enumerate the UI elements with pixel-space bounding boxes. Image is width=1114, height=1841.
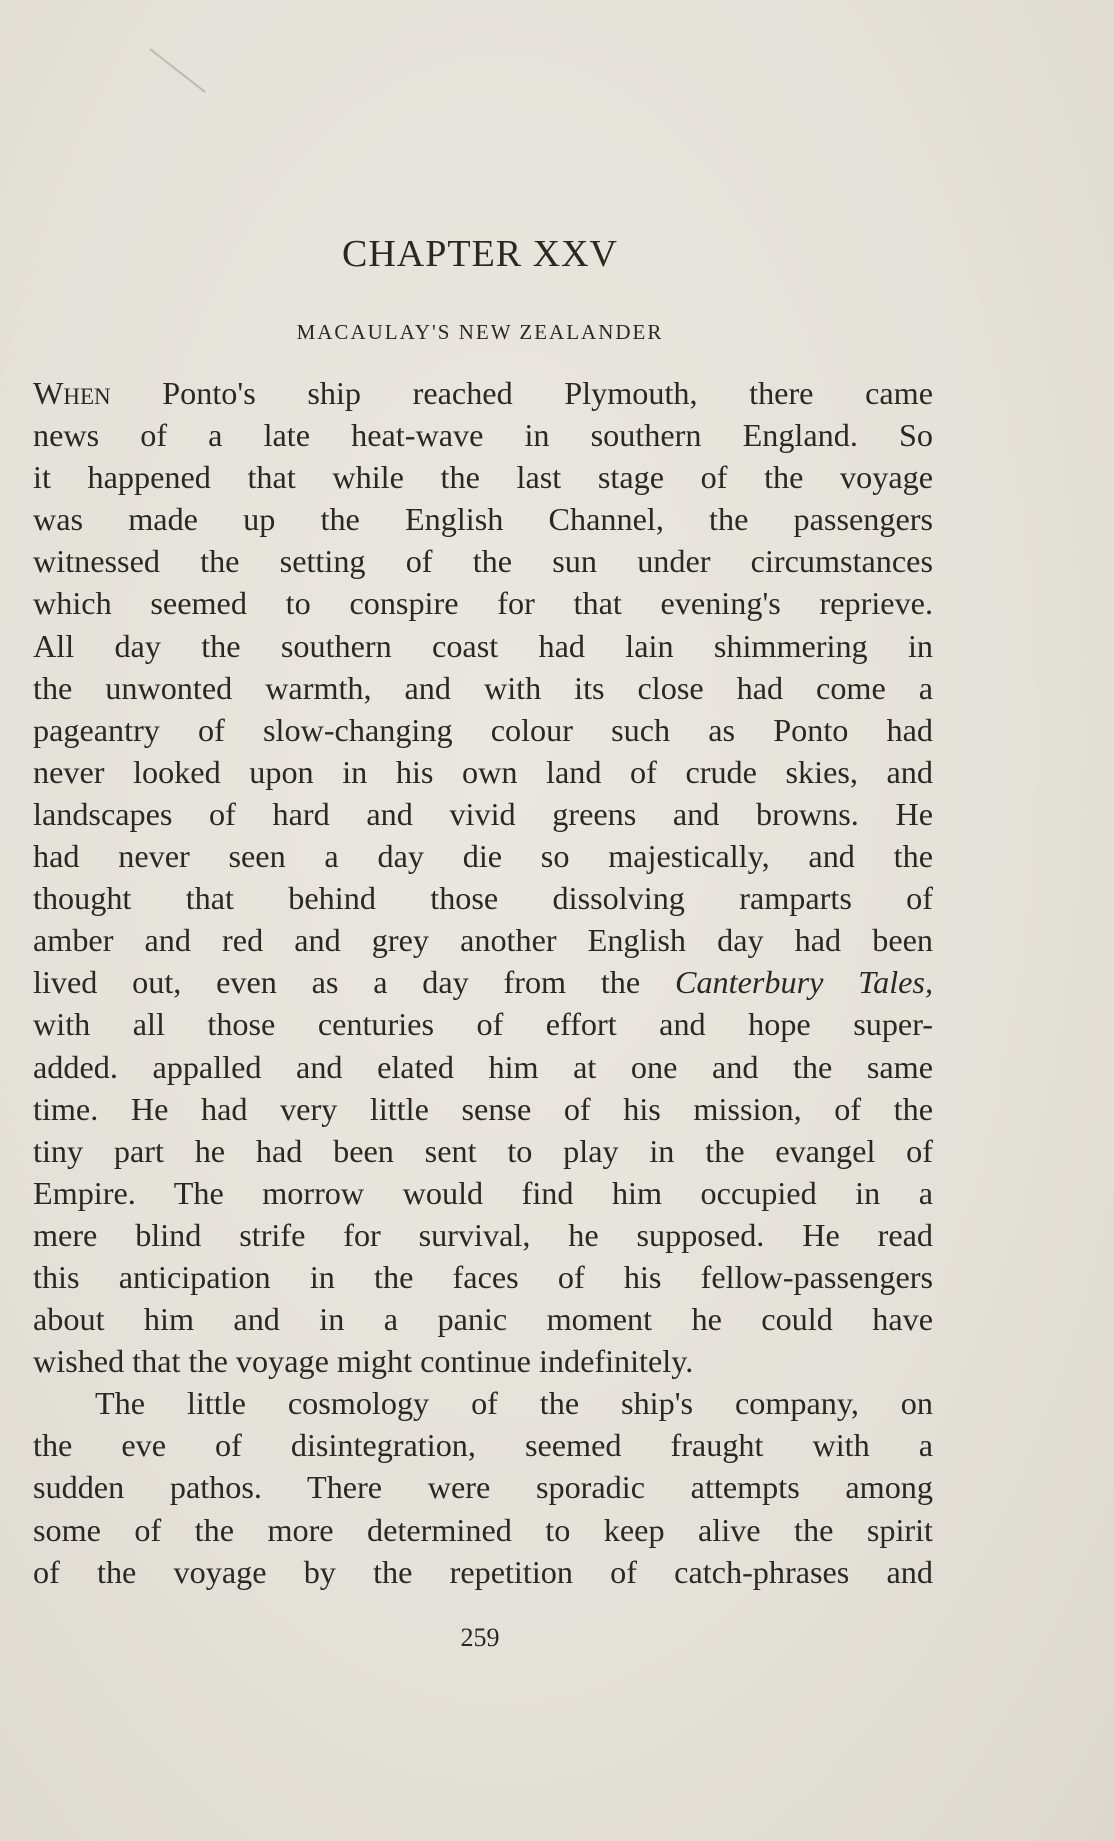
text-line: was made up the English Channel, the passengers: [33, 501, 933, 538]
page-scratch-mark: [149, 48, 205, 93]
chapter-title: CHAPTER XXV: [342, 233, 618, 275]
line-text: Ponto's ship reached Plymouth, there came: [110, 375, 933, 411]
page-number: 259: [460, 1623, 500, 1652]
text-line: added. appalled and elated him at one and the same: [33, 1048, 933, 1085]
text-line: tiny part he had been sent to play in the evangel of: [33, 1132, 933, 1169]
text-line: [33, 372, 933, 414]
text-line: The little cosmology of the ship's company, on: [95, 1385, 933, 1422]
text-line: which seemed to conspire for that evening's reprieve.: [33, 585, 933, 622]
text-line: pageantry of slow-changing colour such as Ponto had: [33, 711, 933, 748]
text-line: witnessed the setting of the sun under circumstances: [33, 543, 933, 580]
book-title-italic: Canterbury Tales,: [674, 964, 933, 1001]
text-line: time. He had very little sense of his mission, of the: [33, 1090, 933, 1127]
text-line: this anticipation in the faces of his fellow-passengers: [33, 1258, 933, 1295]
line-text: lived out, even as a day from the: [33, 964, 675, 1001]
text-line: news of a late heat-wave in southern England. So: [33, 417, 933, 454]
text-line: with all those centuries of effort and hope super-: [33, 1006, 933, 1043]
text-line: Empire. The morrow would find him occupied in a: [33, 1174, 933, 1211]
dropcap-word: When: [33, 375, 111, 411]
text-line: wished that the voyage might continue indefinitely.: [33, 1343, 694, 1380]
text-line: amber and red and grey another English day had been: [33, 922, 933, 959]
text-line: the eve of disintegration, seemed fraught with a: [33, 1427, 933, 1464]
text-line: never looked upon in his own land of crude skies, and: [33, 753, 933, 790]
text-line: about him and in a panic moment he could have: [33, 1301, 933, 1338]
text-line: landscapes of hard and vivid greens and browns. He: [33, 795, 933, 832]
text-line: had never seen a day die so majestically, and the: [33, 838, 933, 875]
text-line: of the voyage by the repetition of catch-phrases and: [33, 1553, 933, 1590]
text-line: the unwonted warmth, and with its close had come a: [33, 669, 933, 706]
text-line: mere blind strife for survival, he supposed. He read: [33, 1216, 933, 1253]
chapter-subtitle: MACAULAY'S NEW ZEALANDER: [296, 320, 664, 344]
text-line: it happened that while the last stage of the voyage: [33, 459, 933, 496]
text-line: thought that behind those dissolving ramparts of: [33, 880, 933, 917]
text-line: some of the more determined to keep alive the spirit: [33, 1511, 933, 1548]
text-line: sudden pathos. There were sporadic attempts among: [33, 1469, 933, 1506]
body-text: [33, 372, 933, 1593]
text-line: All day the southern coast had lain shimmering in: [33, 627, 933, 664]
text-line: [33, 961, 933, 1003]
